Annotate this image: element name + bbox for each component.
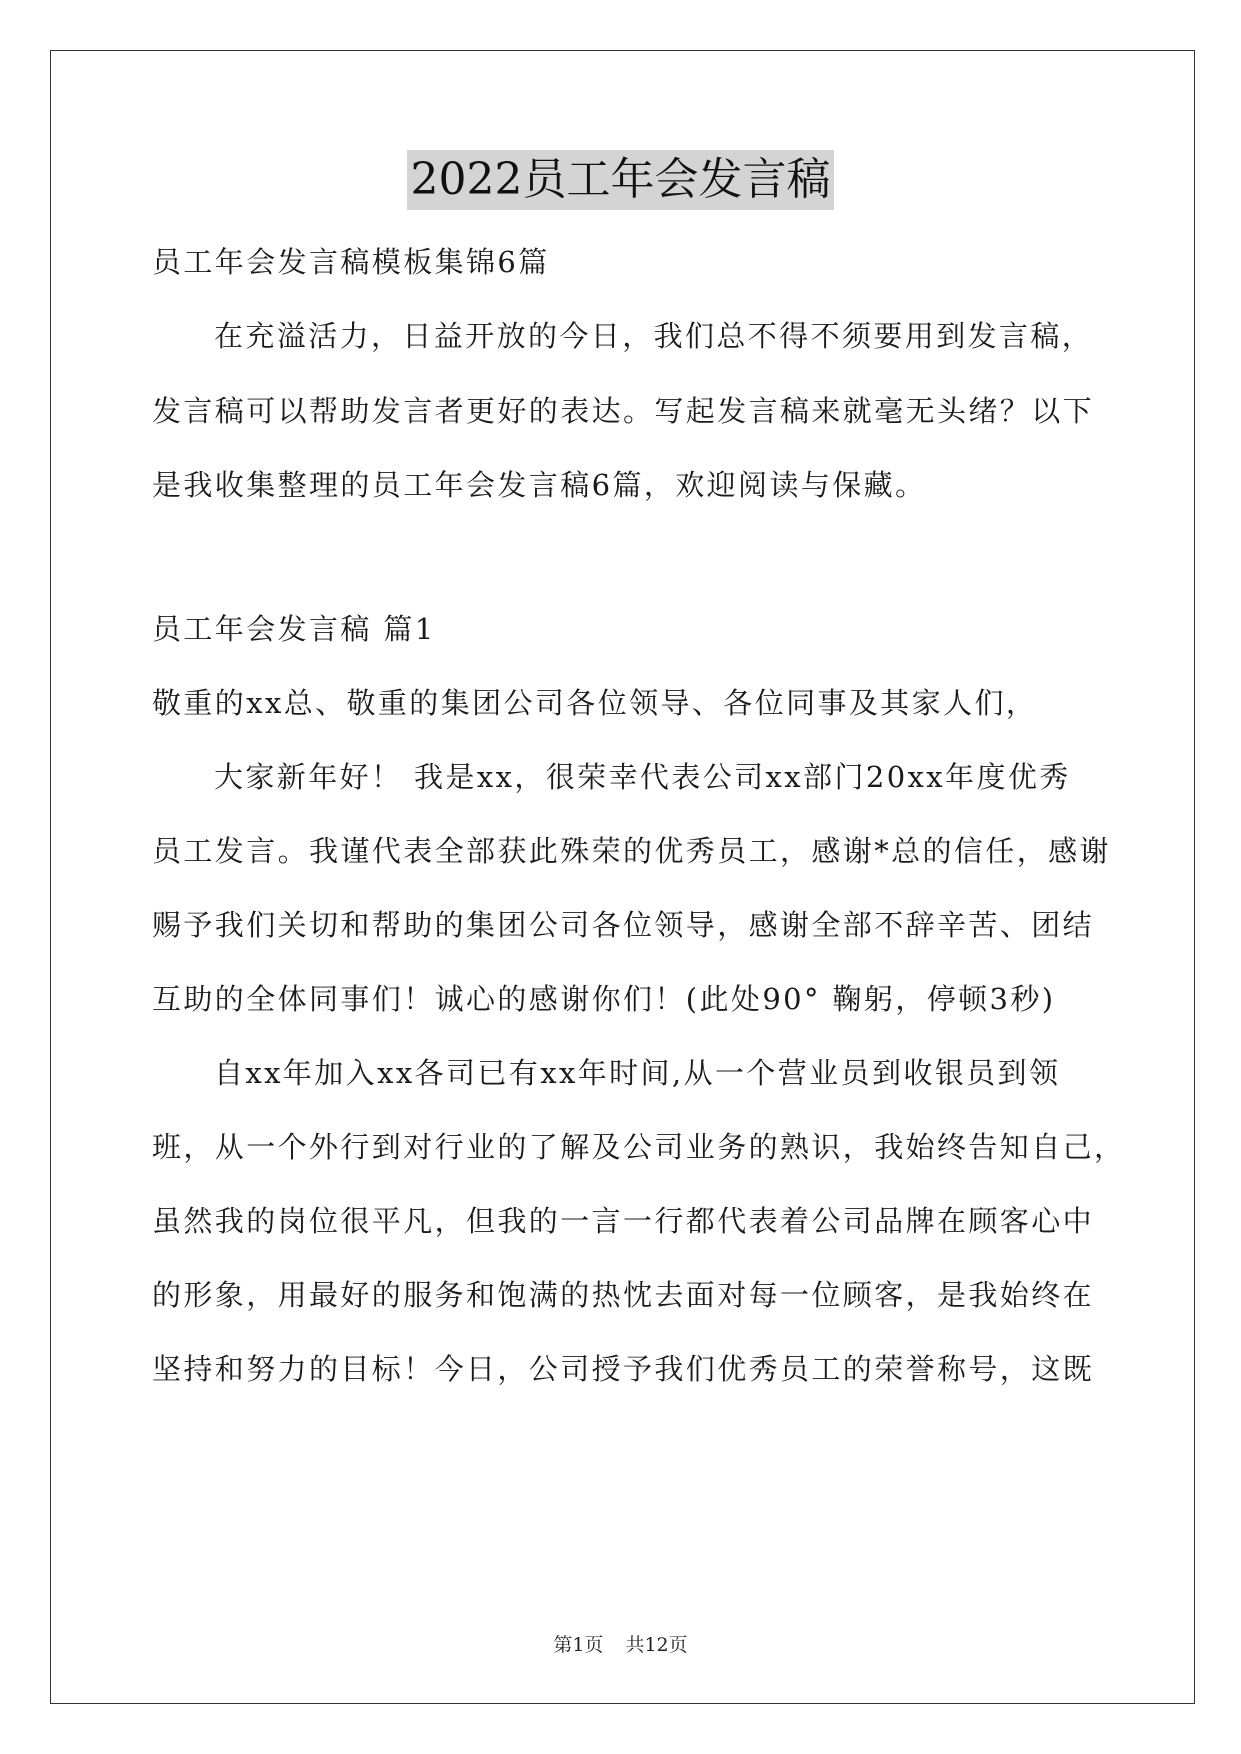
paragraph-line: 的形象，用最好的服务和饱满的热忱去面对每一位顾客，是我始终在 [152, 1278, 1095, 1312]
paragraph-line: 坚持和努力的目标！今日，公司授予我们优秀员工的荣誉称号，这既 [152, 1352, 1095, 1386]
paragraph-line: 发言稿可以帮助发言者更好的表达。写起发言稿来就毫无头绪？以下 [152, 394, 1095, 428]
paragraph-line: 自xx年加入xx各司已有xx年时间,从一个营业员到收银员到领 [214, 1056, 1061, 1090]
page-border [50, 50, 1195, 1704]
paragraph-line: 虽然我的岗位很平凡，但我的一言一行都代表着公司品牌在顾客心中 [152, 1204, 1095, 1238]
paragraph-line: 互助的全体同事们！诚心的感谢你们！(此处90° 鞠躬，停顿3秒) [152, 982, 1056, 1016]
salutation-line: 敬重的xx总、敬重的集团公司各位领导、各位同事及其家人们， [152, 686, 1038, 720]
paragraph-line: 班，从一个外行到对行业的了解及公司业务的熟识，我始终告知自己， [152, 1130, 1126, 1164]
paragraph-line: 赐予我们关切和帮助的集团公司各位领导，感谢全部不辞辛苦、团结 [152, 908, 1095, 942]
subtitle-line: 员工年会发言稿模板集锦6篇 [152, 245, 550, 279]
page-current: 第1页 [553, 1634, 604, 1656]
title-wrap [0, 150, 1241, 210]
paragraph-line: 是我收集整理的员工年会发言稿6篇，欢迎阅读与保藏。 [152, 468, 927, 502]
section-heading: 员工年会发言稿 篇1 [152, 612, 436, 646]
paragraph-line: 在充溢活力，日益开放的今日，我们总不得不须要用到发言稿， [214, 319, 1094, 353]
document-title: 2022员工年会发言稿 [407, 150, 835, 210]
page-footer [0, 1632, 1241, 1658]
paragraph-line: 大家新年好！ 我是xx，很荣幸代表公司xx部门20xx年度优秀 [214, 760, 1071, 794]
paragraph-line: 员工发言。我谨代表全部获此殊荣的优秀员工，感谢*总的信任，感谢 [152, 834, 1111, 868]
page-total: 共12页 [625, 1634, 688, 1656]
